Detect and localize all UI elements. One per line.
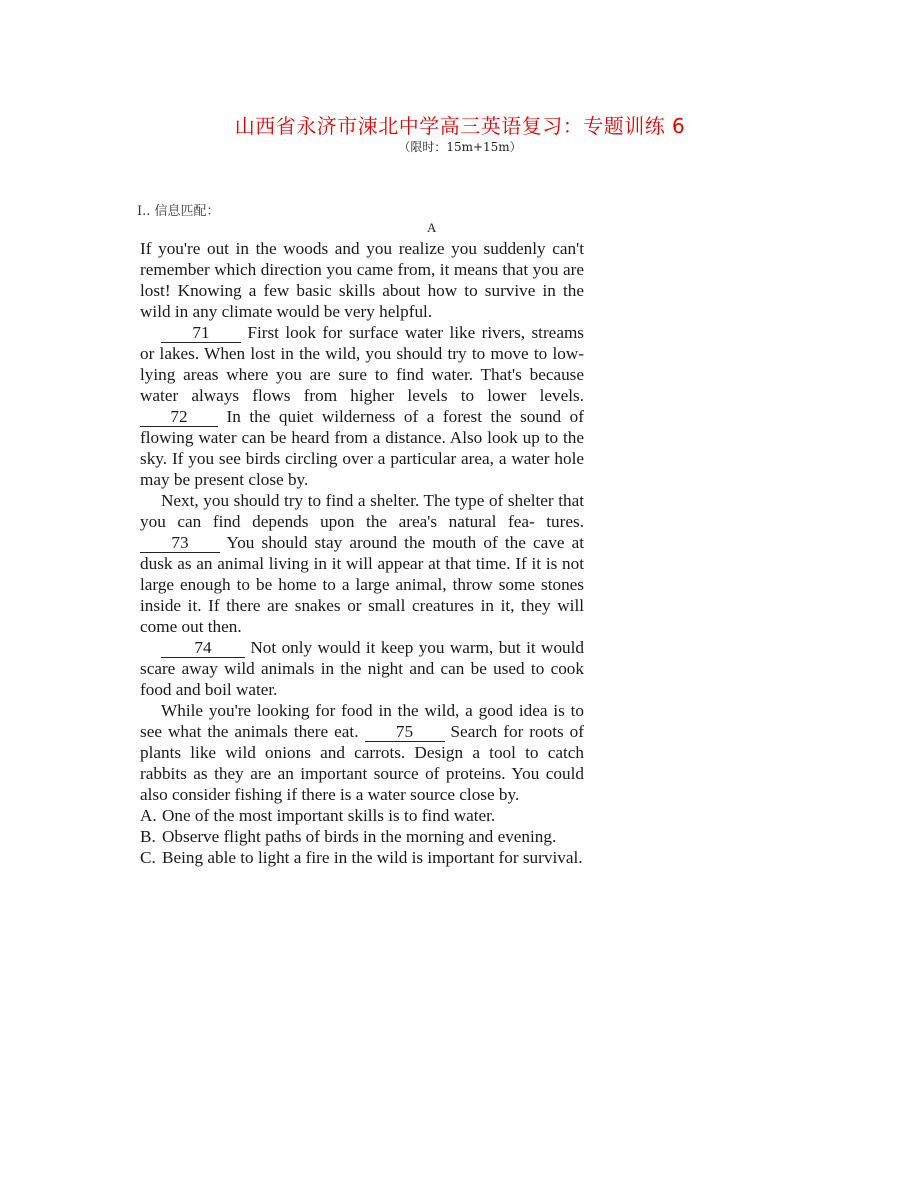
paragraph-text: You should stay around the mouth of the cave at dusk as an animal living in it will appear at that time. If it is not large enough to be home to a large animal, throw some stones inside it. If there are snakes or small creatures in it, they will come out then. xyxy=(140,533,584,636)
blank-72: 72 xyxy=(140,408,218,427)
option-text: One of the most important skills is to find water. xyxy=(162,806,496,825)
blank-75: 75 xyxy=(365,723,445,742)
option-text: Being able to light a fire in the wild is important for survival. xyxy=(162,848,583,867)
paragraph-text: Not only would it keep you warm, but it would scare away wild animals in the night and can be used to cook food and boil water. xyxy=(140,638,584,699)
option-text: Observe flight paths of birds in the morning and evening. xyxy=(162,827,557,846)
option-letter: A. xyxy=(140,806,157,825)
option-letter: B. xyxy=(140,827,156,846)
option-letter: C. xyxy=(140,848,156,867)
option-list xyxy=(140,805,584,868)
blank-73: 73 xyxy=(140,534,220,553)
option-b xyxy=(140,826,584,847)
paragraph-text: Search for roots of plants like wild onions and carrots. Design a tool to catch rabbits as they are an important source of proteins. You could also consider fishing if there is a water source close by. xyxy=(140,722,584,804)
paragraph-food xyxy=(140,700,584,805)
paragraph-text: First look for surface water like rivers, streams or lakes. When lost in the wild, you should try to move to low-lying areas where you are sure to find water. That's because water always flows from higher levels to lower levels. xyxy=(140,323,584,405)
paragraph-text: While you're looking for food in the wild, a good idea is to see what the animals there eat. xyxy=(140,701,584,741)
passage-body xyxy=(140,238,584,868)
paragraph-shelter xyxy=(140,490,584,637)
option-c xyxy=(140,847,584,868)
paragraph-fire xyxy=(140,637,584,700)
paragraph-text: In the quiet wilderness of a forest the sound of flowing water can be heard from a distance. Also look up to the sky. If you see birds circling over a particular area, a water hole may be present close by. xyxy=(140,407,584,489)
section-label: I.. 信息匹配： xyxy=(137,204,220,219)
blank-74: 74 xyxy=(161,639,245,658)
option-a xyxy=(140,805,584,826)
page-title: 山西省永济市涑北中学高三英语复习：专题训练 6 xyxy=(234,114,686,138)
time-limit: （限时：15m+15m） xyxy=(398,140,522,154)
blank-71: 71 xyxy=(161,324,241,343)
paragraph-intro: If you're out in the woods and you realize you suddenly can't remember which direction you came from, it means that you are lost! Knowing a few basic skills about how to survive in the wild in any climate would be very helpful. xyxy=(140,239,584,321)
paragraph-water xyxy=(140,322,584,490)
paragraph-text: Next, you should try to find a shelter. The type of shelter that you can find depends upon the area's natural fea- tures. xyxy=(140,491,584,531)
passage-letter: A xyxy=(427,220,437,235)
